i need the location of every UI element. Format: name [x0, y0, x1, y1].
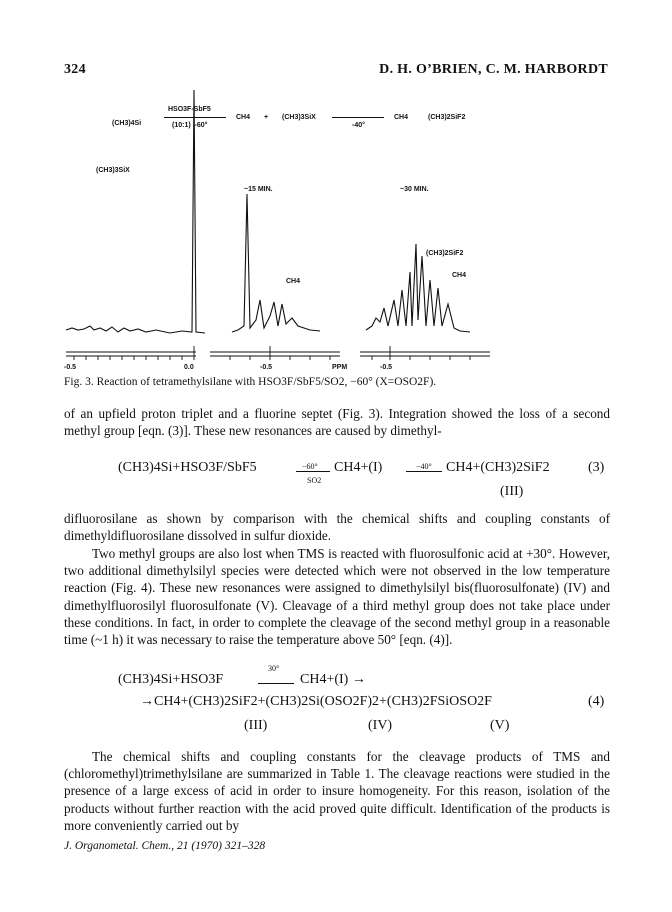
spectrum-3 [366, 244, 470, 332]
eq3-solvent: SO2 [307, 476, 322, 485]
paragraph-1: of an upfield proton triplet and a fluorine septet (Fig. 3). Integration showed the loss of a second methyl group [eqn. (3)]. These new resonances are caused by dimethyl- [64, 406, 610, 439]
eq4-temp: 30° [268, 664, 280, 673]
axis-ticks [74, 346, 470, 360]
paragraph-4: The chemical shifts and coupling constants for the cleavage products of TMS and (chloromethyl)trimethylsilane are summarized in Table 1. The cleavage reactions were studied in the presence of a large excess of acid in order to insure homogeneity. For this reason, isolation of the products without further reaction with the acid proved quite difficult. Identification of the products is more conveniently carried out by [64, 749, 610, 833]
eq3-arrow-2 [406, 471, 442, 472]
eq4-number: (4) [588, 694, 605, 709]
nmr-figure [60, 90, 610, 380]
page-number: 324 [64, 62, 86, 77]
axis-label-4: -0.5 [380, 364, 393, 371]
peak-label-sif2: (CH3)2SiF2 [426, 250, 464, 257]
eq3-left: (CH3)4Si+HSO3F/SbF5 [118, 460, 257, 475]
axis-label-1: -0.5 [64, 364, 77, 371]
eq4-line1-left: (CH3)4Si+HSO3F [118, 672, 224, 687]
peak-label-ch4-1: CH4 [286, 278, 301, 285]
eq3-arrow-1 [296, 471, 330, 472]
eq3-middle: CH4+(I) [334, 460, 383, 475]
eq4-line1-right: CH4+(I) → [300, 672, 366, 687]
scheme-arrow-1 [164, 117, 226, 118]
eq4-label-iv: (IV) [368, 718, 393, 733]
eq3-temp1: −60° [302, 462, 318, 471]
eq4-label-v: (V) [490, 718, 510, 733]
paragraph-3: Two methyl groups are also lost when TMS is reacted with fluorosulfonic acid at +30°. However, two additional dimethylsilyl species were detected which were not observed in the low temperature reaction (Fig. 4). These new resonances were assigned to dimethylsilyl bis(fluorosulfonate) (IV) and dimethylfluorosilyl fluorosulfonate (V). Cleavage of a third methyl group does not take place under these conditions. In fact, in order to complete the cleavage of the second methyl group in a reasonable time (~1 h) it was necessary to raise the temperature above 50° [eqn. (4)]. [64, 546, 610, 648]
running-header-authors: D. H. O’BRIEN, C. M. HARBORDT [379, 62, 608, 77]
peak-label-ch4-2: CH4 [452, 272, 467, 279]
scheme-reactant: (CH3)4Si [112, 120, 142, 127]
axis-label-3: -0.5 [260, 364, 273, 371]
scheme-product-sif2: (CH3)2SiF2 [428, 114, 466, 121]
axis-label-ppm: PPM [332, 364, 348, 371]
scheme-reagent: HSO3F-SbF5 [168, 106, 211, 113]
peak-label-time-2: ~30 MIN. [400, 186, 429, 193]
eq3-number: (3) [588, 460, 605, 475]
journal-footer: J. Organometal. Chem., 21 (1970) 321–328 [64, 840, 266, 852]
eq3-label: (III) [500, 484, 524, 499]
paragraph-2: difluorosilane as shown by comparison with the chemical shifts and coupling constants of dimethyldifluorosilane dissolved in sulfur dioxide. [64, 511, 610, 544]
peak-label-time-1: ~15 MIN. [244, 186, 273, 193]
spectrum-2 [232, 194, 320, 332]
peak-label-tms-x: (CH3)3SiX [96, 167, 130, 174]
eq3-temp2: −40° [416, 462, 432, 471]
axis-label-2: 0.0 [184, 364, 194, 371]
figure-caption: Fig. 3. Reaction of tetramethylsilane with HSO3F/SbF5/SO2, −60° (X=OSO2F). [64, 376, 437, 388]
eq4-arrow [258, 683, 294, 684]
scheme-product-ch4-2: CH4 [394, 114, 409, 121]
scheme-product-ch4: CH4 [236, 114, 251, 121]
eq3-right: CH4+(CH3)2SiF2 [446, 460, 550, 475]
nmr-spectra-plot [60, 90, 610, 380]
scheme-temp-2: -40° [352, 122, 365, 129]
scheme-arrow-2 [332, 117, 384, 118]
eq4-line2: →CH4+(CH3)2SiF2+(CH3)2Si(OSO2F)2+(CH3)2FSiOSO2F [140, 694, 492, 709]
eq4-label-iii: (III) [244, 718, 268, 733]
scheme-product-sixx: (CH3)3SiX [282, 114, 316, 121]
scheme-plus: + [264, 114, 269, 121]
scheme-conditions: (10:1) ,-60° [172, 122, 208, 129]
